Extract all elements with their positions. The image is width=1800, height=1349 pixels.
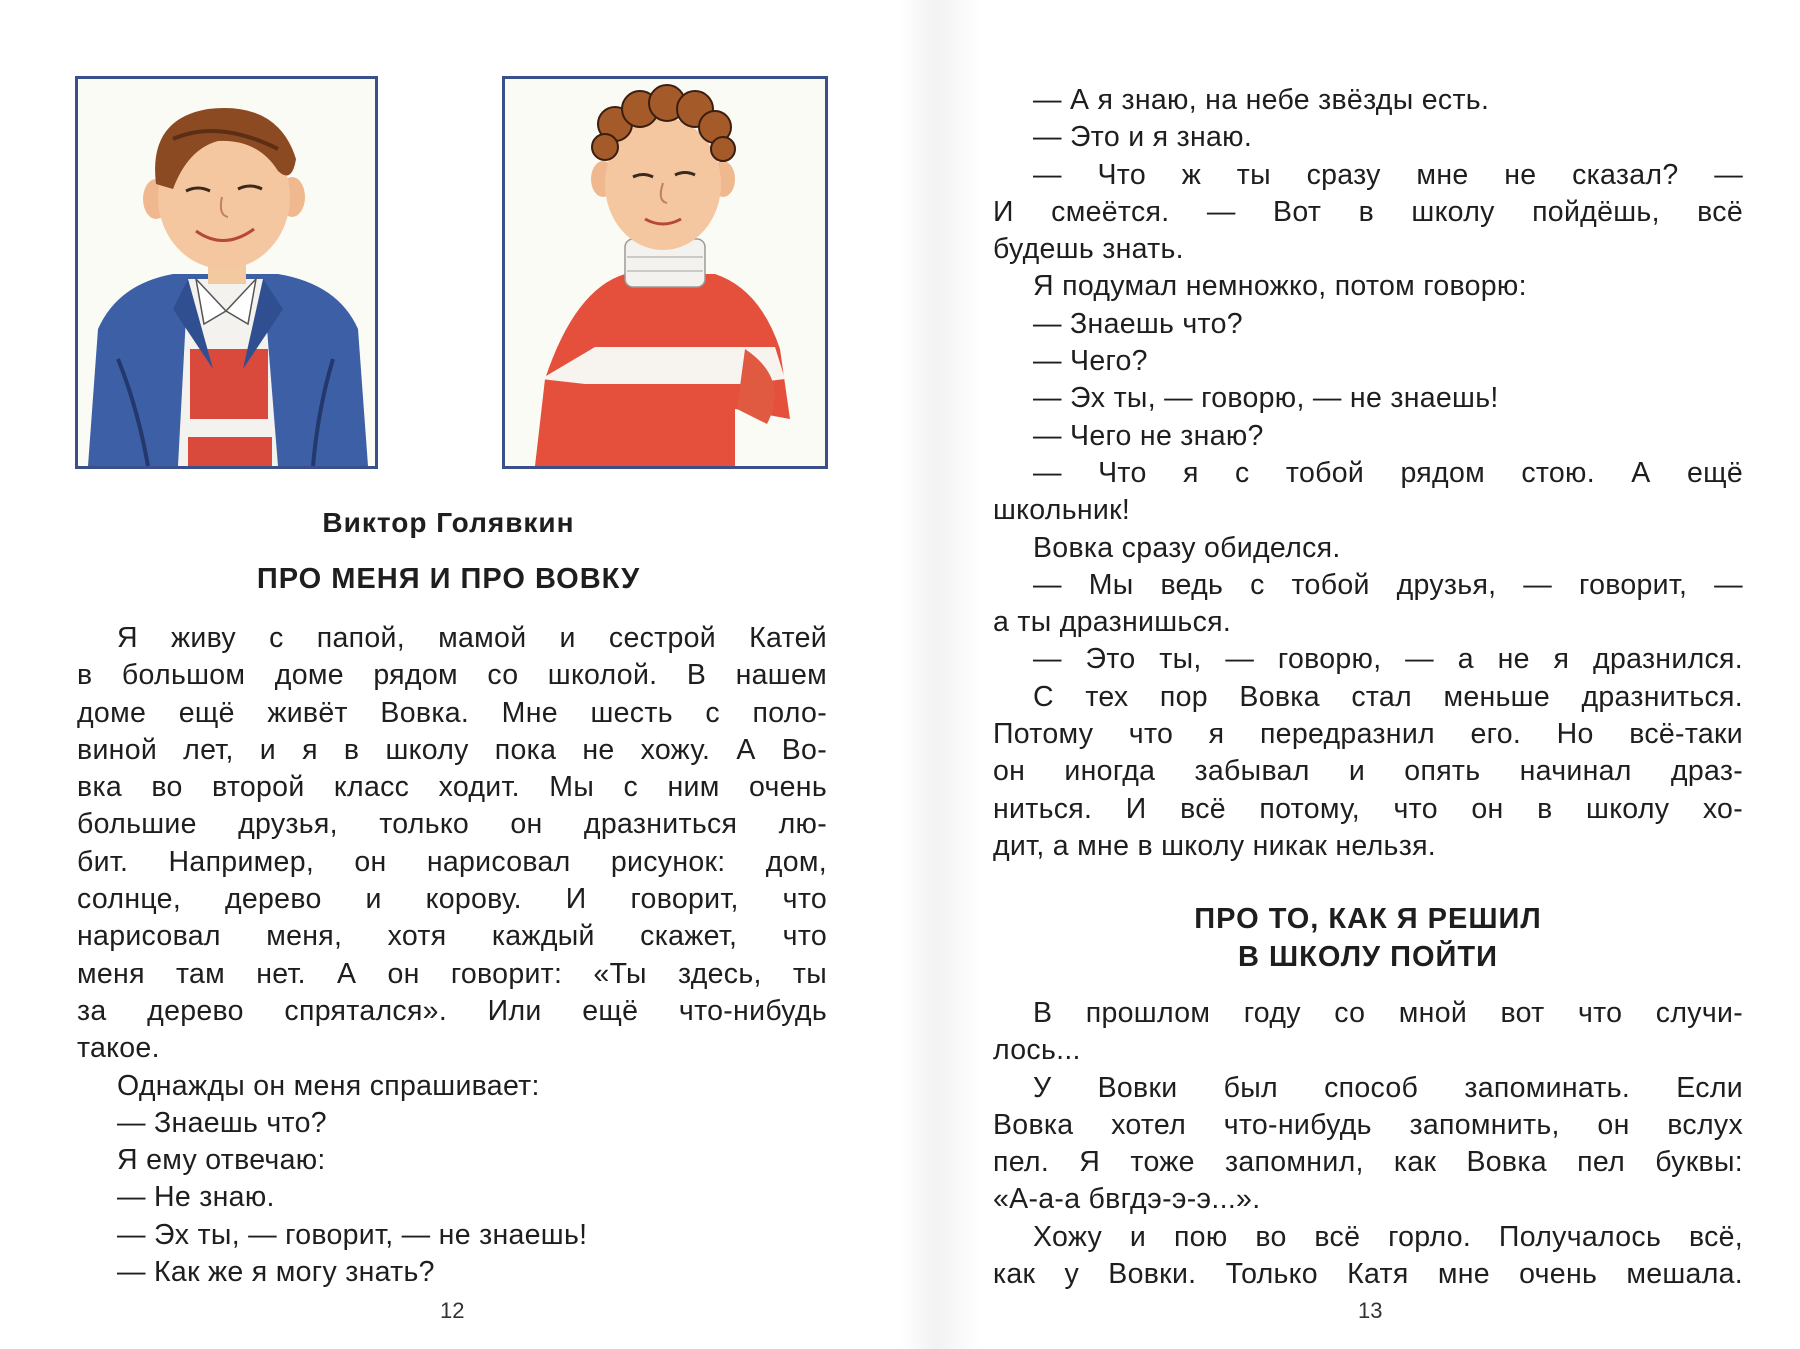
text-line: — Не знаю.	[117, 1181, 275, 1214]
text-line: будешь знать.	[993, 233, 1184, 266]
text-line: лось...	[993, 1034, 1081, 1067]
text-line: — Знаешь что?	[117, 1106, 327, 1139]
text-line: виной лет, и я в школу пока не хожу. А Во-	[77, 733, 827, 766]
text-line: Потому что я передразнил его. Но всё-таки	[993, 718, 1743, 751]
text-line: в большом доме рядом со школой. В нашем	[77, 659, 827, 692]
text-line: пел. Я тоже запомнил, как Вовка пел буквы:	[993, 1146, 1743, 1179]
author-name: Виктор Голявкин	[322, 507, 575, 538]
text-line: — Что ж ты сразу мне не сказал? —	[1033, 158, 1743, 191]
second-story-text	[993, 995, 1743, 1293]
text-line: — Эх ты, — говорит, — не знаешь!	[117, 1218, 588, 1251]
text-line: В прошлом году со мной вот что случи-	[1033, 997, 1743, 1029]
page-number-right: 13	[1358, 1298, 1383, 1323]
text-line: У Вовки был способ запоминать. Если	[1033, 1071, 1743, 1104]
page-number-left: 12	[440, 1298, 465, 1323]
text-line: он иногда забывал и опять начинал драз-	[993, 755, 1743, 788]
second-story-title-line-2: В ШКОЛУ ПОЙТИ	[1238, 941, 1498, 973]
boy-in-jacket-image	[78, 79, 375, 466]
text-line: такое.	[77, 1032, 160, 1065]
text-line: — Что я с тобой рядом стою. А ещё	[1033, 456, 1743, 489]
text-line: Вовка хотел что-нибудь запомнить, он вслух	[993, 1108, 1743, 1141]
text-line: Я подумал немножко, потом говорю:	[1033, 270, 1527, 303]
text-line: дит, а мне в школу никак нельзя.	[993, 829, 1437, 862]
illustration-boy-in-sweater	[502, 76, 828, 469]
text-line: — Знаешь что?	[1033, 307, 1243, 340]
text-line: И смеётся. — Вот в школу пойдёшь, всё	[993, 195, 1743, 228]
text-line: — А я знаю, на небе звёзды есть.	[1033, 84, 1490, 116]
second-story-title-line-1: ПРО ТО, КАК Я РЕШИЛ	[1194, 903, 1542, 935]
boy-in-sweater-image	[505, 79, 825, 466]
text-line: как у Вовки. Только Катя мне очень мешала.	[993, 1258, 1743, 1291]
text-line: Однажды он меня спрашивает:	[117, 1069, 540, 1102]
second-story-title	[993, 900, 1743, 976]
text-line: нарисовал меня, хотя каждый скажет, что	[77, 920, 827, 953]
text-line: доме ещё живёт Вовка. Мне шесть с поло-	[77, 696, 827, 729]
text-line: — Это ты, — говорю, — а не я дразнился.	[1033, 643, 1743, 676]
text-line: вка во второй класс ходит. Мы с ним очень	[77, 771, 827, 804]
story-title: ПРО МЕНЯ И ПРО ВОВКУ	[256, 563, 641, 595]
text-line: за дерево спрятался». Или ещё что-нибудь	[77, 994, 827, 1027]
text-line: бит. Например, он нарисовал рисунок: дом,	[77, 845, 827, 878]
text-line: С тех пор Вовка стал меньше дразниться.	[1033, 680, 1743, 713]
text-line: школьник!	[993, 494, 1131, 527]
text-line: «А-а-а бвгдэ-э-э...».	[993, 1183, 1261, 1216]
text-line: Я живу с папой, мамой и сестрой Катей	[117, 622, 827, 654]
text-line: большие друзья, только он дразниться лю-	[77, 808, 827, 841]
illustration-boy-in-jacket	[75, 76, 378, 469]
text-line: Вовка сразу обиделся.	[1033, 531, 1341, 564]
text-line: — Эх ты, — говорю, — не знаешь!	[1033, 382, 1499, 415]
text-line: а ты дразнишься.	[993, 606, 1232, 639]
page-gutter	[900, 0, 980, 1349]
right-page-text	[993, 82, 1743, 865]
left-page-text	[77, 620, 827, 1291]
text-line: — Мы ведь с тобой друзья, — говорит, —	[1033, 568, 1743, 601]
text-line: — Чего не знаю?	[1033, 419, 1264, 452]
text-line: солнце, дерево и корову. И говорит, что	[77, 883, 827, 916]
text-line: ниться. И всё потому, что он в школу хо-	[993, 792, 1743, 825]
text-line: Я ему отвечаю:	[117, 1144, 326, 1177]
text-line: — Как же я могу знать?	[117, 1256, 435, 1289]
text-line: — Это и я знаю.	[1033, 121, 1253, 154]
text-line: меня там нет. А он говорит: «Ты здесь, ты	[77, 957, 827, 990]
text-line: Хожу и пою во всё горло. Получалось всё,	[1033, 1220, 1743, 1253]
text-line: — Чего?	[1033, 345, 1148, 378]
